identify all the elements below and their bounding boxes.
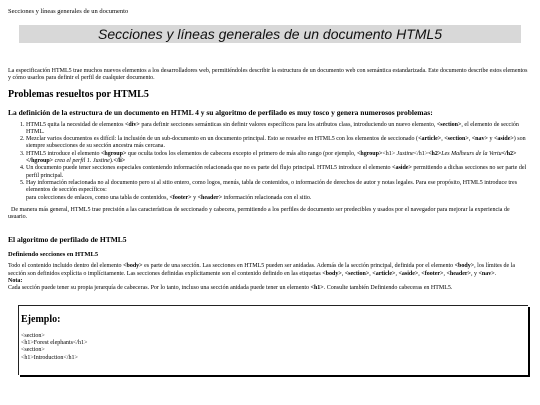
- inline-text: para definir secciones semánticas sin definir valores específicos para los atributos class, introduciendo un nuevo elemento,: [139, 121, 437, 128]
- inline-text: ) son siempre subsecciones de su sección ancestra más cercana.: [26, 136, 526, 150]
- inline-text: HTML5 introduce el elemento: [26, 150, 101, 157]
- inline-text: es parte de una sección. Las secciones en HTML5 pueden ser anidadas. Además de la sección principal, definida por el elemento: [142, 263, 455, 270]
- breadcrumb: Secciones y líneas generales de un documento: [8, 8, 129, 15]
- subheading-definition: La definición de la estructura de un documento en HTML 4 y su algoritmo de perfilado es muy tosco y genera numerosos problemas:: [8, 107, 433, 117]
- list-item: [26, 136, 528, 151]
- inline-code-tag: </hgroup>: [26, 158, 54, 165]
- example-heading: Ejemplo:: [21, 313, 61, 325]
- page-title: Secciones y líneas generales de un documento HTML5: [98, 26, 442, 42]
- inline-code-tag: <h2>: [428, 150, 442, 157]
- summary-paragraph: [8, 207, 528, 222]
- inline-text: información relacionada con el sitio.: [222, 194, 312, 201]
- inline-code-tag: <hgroup>: [356, 150, 383, 157]
- section-heading-algorithm: El algoritmo de perfilado de HTML5: [8, 235, 127, 245]
- inline-code-tag: <aside>: [392, 165, 412, 172]
- note-paragraph: [8, 285, 528, 292]
- inline-text: ,: [369, 270, 373, 277]
- inline-text: ,: [341, 270, 345, 277]
- inline-text: , los límites de la sección son definidos explícita o implícitamente. Las secciones definidas explícitamente son el contenido definido en las etiquetas: [8, 263, 515, 277]
- inline-code-tag: <section>: [436, 121, 462, 128]
- inline-text: HTML5 quita la necesidad de elementos: [26, 121, 125, 128]
- inline-text: permitiendo a dichas secciones no ser parte del perfil principal.: [26, 165, 527, 179]
- inline-text: Hay información relacionada no al documento pero si al sitio entero, como logos, menús, tabla de contenidos, o información de derechos de autor y notas legales. Para ese propósito, HTML5 introduce tres elementos de sección específicos:: [26, 179, 518, 194]
- inline-text: ).: [109, 158, 114, 165]
- inline-code-tag: <article>: [418, 136, 442, 143]
- inline-code-tag: </h2>: [501, 150, 517, 157]
- inline-text: que oculta todos los elementos de cabecera excepto el primero de más alto rango (por ejemplo,: [126, 150, 357, 157]
- inline-code-tag: <footer>: [421, 270, 444, 277]
- inline-text: Cada sección puede tener su propia jerarquía de cabeceras. Por lo tanto, incluso una sección anidada puede tener un elemento: [8, 285, 311, 292]
- inline-text: ,: [395, 270, 399, 277]
- inline-text: Mezclar varios documentos es difícil: la inclusión de un sub-documento en un documento principal. Esto se resuelve en HTML5 con los elementos de seccionado (: [26, 136, 419, 143]
- inline-code-tag: <body>: [454, 263, 475, 270]
- problems-list: [26, 122, 528, 202]
- inline-text: ,: [441, 136, 445, 143]
- inline-text: ,: [443, 270, 447, 277]
- example-box: [18, 305, 528, 375]
- inline-text: </h1>: [413, 150, 429, 157]
- inline-code-tag: <div>: [124, 121, 140, 128]
- inline-code-tag: <nav>: [471, 136, 488, 143]
- inline-text: Un documento puede tener secciones especiales conteniendo información relacionada que no es parte del flujo principal. HTML5 introduce el elemento: [26, 165, 393, 172]
- inline-code-tag: <body>: [322, 270, 342, 277]
- inline-text: y: [487, 136, 494, 143]
- list-item: [26, 151, 528, 166]
- inline-text: y: [191, 194, 198, 201]
- inline-text: ,: [418, 270, 422, 277]
- inline-code-tag: <footer>: [169, 194, 192, 201]
- inline-code-tag: <aside>: [398, 270, 419, 277]
- inline-text: para colecciones de enlaces, como una tabla de contenidos,: [26, 194, 170, 201]
- title-banner: [19, 25, 521, 43]
- inline-code-tag: <article>: [372, 270, 396, 277]
- inline-code-tag: <header>: [446, 270, 471, 277]
- inline-code-tag: <header>: [197, 194, 223, 201]
- list-item: [26, 180, 528, 202]
- inline-text: <h1>: [382, 150, 397, 157]
- list-item: [26, 122, 528, 137]
- list-item: [26, 165, 528, 180]
- inline-code-tag: <section>: [444, 136, 469, 143]
- summary-text: De manera más general, HTML5 trae precisión a las características de seccionado y cabecera, permitiendo a los perfiles de documento ser predecibles y usados por el navegador para mejorar la experiencia de usuario.: [8, 206, 510, 221]
- inline-code-tag: <nav>: [478, 270, 495, 277]
- inline-italic-text: crea el perfil 1. Justine: [53, 158, 110, 165]
- inline-code-tag: <h1>: [310, 285, 324, 292]
- inline-text: , y: [470, 270, 479, 277]
- example-code: <section> <h1>Forest elephants</h1> <section> <h1>Introduction</h1>: [21, 332, 88, 361]
- inline-text: ,: [468, 136, 472, 143]
- inline-code-tag: <hgroup>: [100, 150, 127, 157]
- section-heading-problems: Problemas resueltos por HTML5: [8, 88, 149, 100]
- inline-text: , el elemento de sección HTML.: [26, 121, 519, 135]
- inline-code-tag: <section>: [344, 270, 370, 277]
- main-content: [8, 68, 528, 375]
- inline-text: . Consulte también Definiendo cabeceras en HTML5.: [323, 285, 453, 292]
- subheading-defining-sections: Definiendo secciones en HTML5: [8, 251, 99, 259]
- inline-text: Todo el contenido incluido dentro del elemento: [8, 263, 124, 270]
- inline-code-tag: <body>: [123, 263, 143, 270]
- inline-code-tag: <aside>: [493, 136, 514, 143]
- inline-text: .: [494, 270, 497, 277]
- inline-italic-text: Justine: [396, 150, 414, 157]
- inline-italic-text: Les Malheurs de la Vertu: [441, 150, 502, 157]
- note-label-text: Nota:: [8, 278, 23, 285]
- body-paragraph: [8, 263, 528, 278]
- inline-code-tag: </li>: [113, 158, 126, 165]
- intro-paragraph: La especificación HTML5 trae muchos nuevos elementos a los desarrolladores web, permitiéndoles describir la estructura de un documento web con semántica estandarizada. Este documento describe estos elementos y cómo usarlos para definir el perfil de cualquier documento.: [8, 68, 528, 82]
